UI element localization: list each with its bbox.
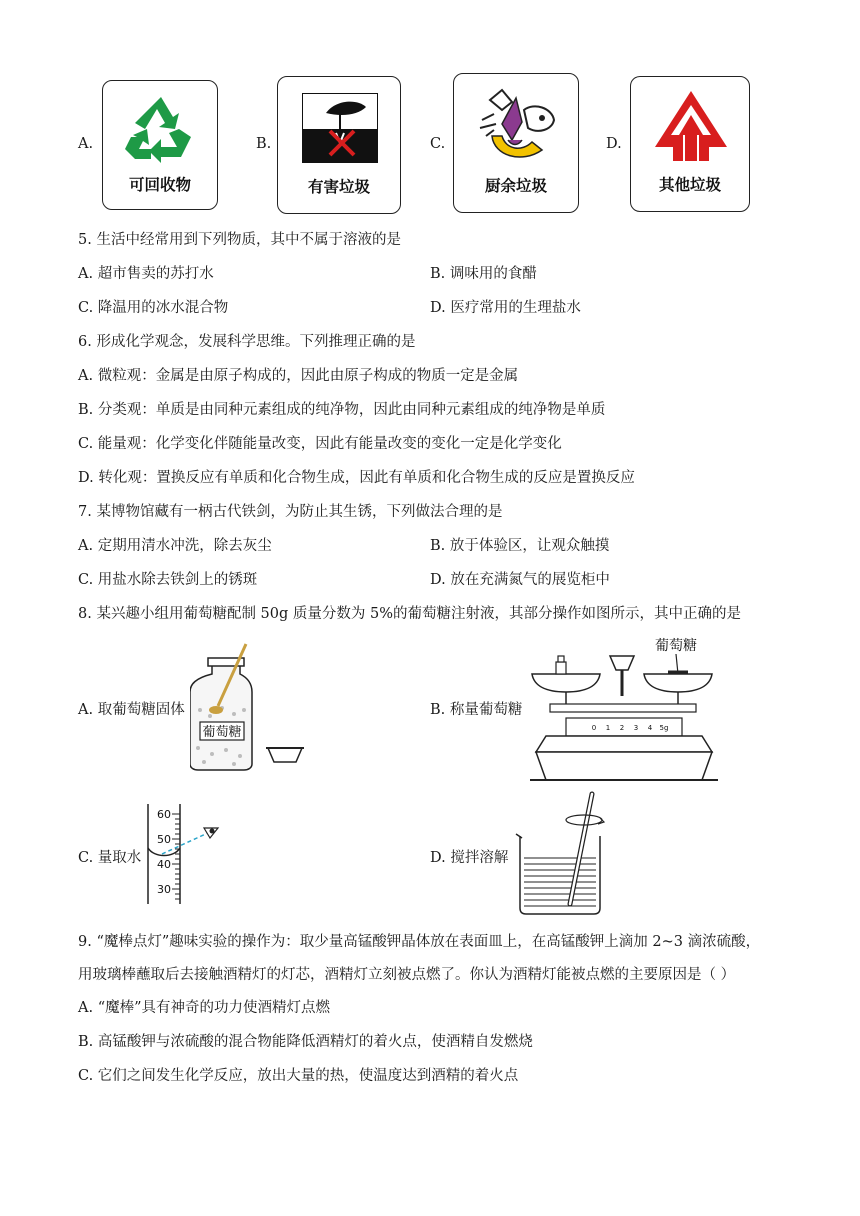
recycle-icon bbox=[121, 93, 201, 167]
hazardous-waste-icon bbox=[302, 93, 378, 163]
kitchen-waste-sign bbox=[453, 73, 579, 213]
kitchen-waste-icon bbox=[472, 80, 562, 166]
balance-label: 葡萄糖 bbox=[655, 638, 697, 654]
glucose-jar-figure bbox=[190, 640, 310, 774]
measuring-cylinder-figure bbox=[140, 802, 230, 906]
question-8-option-c: C. 量取水 bbox=[78, 850, 142, 866]
scale-tick-5: 5g bbox=[659, 724, 669, 732]
scale-tick-4: 4 bbox=[647, 724, 653, 732]
cylinder-tick-50: 50 bbox=[157, 833, 171, 846]
cylinder-tick-30: 30 bbox=[157, 883, 171, 896]
other-waste-icon bbox=[653, 91, 729, 161]
question-7-option-a: A. 定期用清水冲洗，除去灰尘 bbox=[78, 538, 272, 554]
glucose-jar-drawing bbox=[190, 640, 310, 774]
option-letter-c: C. bbox=[430, 136, 446, 152]
sign-label-recyclable: 可回收物 bbox=[128, 176, 191, 194]
question-9-option-b: B. 高锰酸钾与浓硫酸的混合物能降低酒精灯的着火点，使酒精自发燃烧 bbox=[78, 1034, 533, 1050]
option-letter-b: B. bbox=[256, 136, 272, 152]
recyclable-sign bbox=[102, 80, 218, 210]
cylinder-tick-40: 40 bbox=[157, 858, 171, 871]
question-6-stem: 6. 形成化学观念，发展科学思维。下列推理正确的是 bbox=[78, 334, 416, 350]
beaker-stirring-figure bbox=[514, 790, 610, 916]
question-5-stem: 5. 生活中经常用到下列物质，其中不属于溶液的是 bbox=[78, 232, 401, 248]
question-7-stem: 7. 某博物馆藏有一柄古代铁剑，为防止其生锈，下列做法合理的是 bbox=[78, 504, 503, 520]
scale-tick-0: 0 bbox=[591, 724, 597, 732]
sign-label-kitchen: 厨余垃圾 bbox=[484, 177, 547, 195]
option-letter-d: D. bbox=[606, 136, 622, 152]
question-8-option-a: A. 取葡萄糖固体 bbox=[78, 702, 185, 718]
question-8-option-b: B. 称量葡萄糖 bbox=[430, 702, 523, 718]
scale-tick-1: 1 bbox=[605, 724, 611, 732]
question-6-option-b: B. 分类观：单质是由同种元素组成的纯净物，因此由同种元素组成的纯净物是单质 bbox=[78, 402, 606, 418]
question-7-option-c: C. 用盐水除去铁剑上的锈斑 bbox=[78, 572, 258, 588]
question-5-option-c: C. 降温用的冰水混合物 bbox=[78, 300, 229, 316]
jar-label: 葡萄糖 bbox=[202, 725, 242, 740]
question-6-option-c: C. 能量观：化学变化伴随能量改变，因此有能量改变的变化一定是化学变化 bbox=[78, 436, 562, 452]
hazardous-sign bbox=[277, 76, 401, 214]
question-5-option-d: D. 医疗常用的生理盐水 bbox=[430, 300, 581, 316]
balance-drawing bbox=[526, 634, 726, 784]
sign-label-hazardous: 有害垃圾 bbox=[307, 178, 370, 196]
question-9-stem-line2: 用玻璃棒蘸取后去接触酒精灯的灯芯，酒精灯立刻被点燃了。你认为酒精灯能被点燃的主要原因是（ ） bbox=[78, 967, 736, 983]
other-waste-sign bbox=[630, 76, 750, 212]
question-6-option-d: D. 转化观：置换反应有单质和化合物生成，因此有单质和化合物生成的反应是置换反应 bbox=[78, 470, 635, 486]
sign-label-other: 其他垃圾 bbox=[658, 176, 721, 194]
scale-tick-2: 2 bbox=[619, 724, 625, 732]
measuring-cylinder-drawing bbox=[140, 802, 230, 906]
question-9-option-c: C. 它们之间发生化学反应，放出大量的热，使温度达到酒精的着火点 bbox=[78, 1068, 519, 1084]
scale-tick-3: 3 bbox=[633, 724, 639, 732]
question-9-stem-line1: 9. “魔棒点灯”趣味实验的操作为：取少量高锰酸钾晶体放在表面皿上，在高锰酸钾上滴加 2~3 滴浓硫酸， bbox=[78, 934, 761, 950]
question-8-option-d: D. 搅拌溶解 bbox=[430, 850, 509, 866]
cylinder-tick-60: 60 bbox=[157, 808, 171, 821]
option-letter-a: A. bbox=[78, 136, 94, 152]
question-5-option-b: B. 调味用的食醋 bbox=[430, 266, 537, 282]
question-7-option-b: B. 放于体验区，让观众触摸 bbox=[430, 538, 610, 554]
question-9-option-a: A. “魔棒”具有神奇的功力使酒精灯点燃 bbox=[78, 1000, 331, 1016]
question-6-option-a: A. 微粒观：金属是由原子构成的，因此由原子构成的物质一定是金属 bbox=[78, 368, 519, 384]
question-7-option-d: D. 放在充满氮气的展览柜中 bbox=[430, 572, 610, 588]
balance-figure bbox=[526, 634, 726, 784]
question-5-option-a: A. 超市售卖的苏打水 bbox=[78, 266, 214, 282]
beaker-stirring-drawing bbox=[514, 790, 610, 916]
question-8-stem: 8. 某兴趣小组用葡萄糖配制 50g 质量分数为 5%的葡萄糖注射液，其部分操作如图所示，其中正确的是 bbox=[78, 606, 742, 622]
